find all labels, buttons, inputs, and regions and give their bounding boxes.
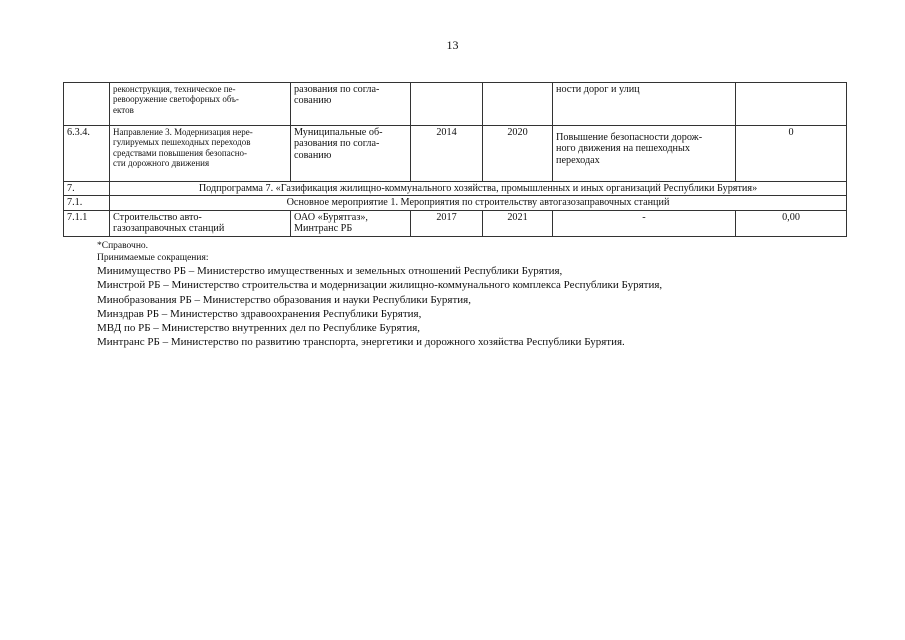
table-row (64, 182, 847, 196)
row-number-cell: 7.1. (64, 196, 110, 210)
abbreviation-item: Минтранс РБ – Министерство по развитию транспорта, энергетики и дорожного хозяйства Республики Бурятия. (97, 336, 625, 349)
end-year-cell (483, 83, 553, 126)
value-cell: 0,00 (736, 210, 847, 236)
result-cell: Повышение безопасности дорож- ного движения на пешеходных переходах (553, 126, 736, 182)
activity-name-cell: реконструкция, техническое пе- ревооружение светофорных объ- ектов (110, 83, 291, 126)
abbreviation-item: МВД по РБ – Министерство внутренних дел по Республике Бурятия, (97, 322, 421, 335)
abbreviations-title: Принимаемые сокращения: (97, 253, 209, 263)
abbreviation-item: Минимущество РБ – Министерство имущественных и земельных отношений Республики Бурятия, (97, 265, 563, 277)
abbreviation-item: Минобразования РБ – Министерство образования и науки Республики Бурятия, (97, 293, 471, 306)
activity-name-cell: Направление 3. Модернизация нере- гулируемых пешеходных переходов средствами повышения безопасно- сти дорожного движения (110, 126, 291, 182)
table-row (64, 126, 847, 182)
table-row (64, 83, 847, 126)
activity-name-cell: Строительство авто- газозаправочных станций (110, 210, 291, 236)
footnote: *Справочно. (97, 241, 149, 251)
result-cell: ности дорог и улиц (553, 83, 736, 126)
footnote-divider (97, 236, 205, 237)
end-year-cell: 2021 (483, 210, 553, 236)
value-cell: 0 (736, 126, 847, 182)
executor-cell: Муниципальные об- разования по согла- сованию (291, 126, 411, 182)
row-number-cell: 7.1.1 (64, 210, 110, 236)
page-number: 13 (446, 38, 459, 52)
executor-cell: ОАО «Бурятгаз», Минтранс РБ (291, 210, 411, 236)
end-year-cell: 2020 (483, 126, 553, 182)
row-number-cell: 7. (64, 182, 110, 196)
program-table (63, 82, 847, 237)
start-year-cell: 2017 (411, 210, 483, 236)
start-year-cell: 2014 (411, 126, 483, 182)
subprogram-title-cell: Подпрограмма 7. «Газификация жилищно-коммунального хозяйства, промышленных и иных организаций Республики Бурятия» (110, 182, 847, 196)
notes-section (97, 236, 857, 350)
result-cell: - (553, 210, 736, 236)
abbreviation-item: Минздрав РБ – Министерство здравоохранения Республики Бурятия, (97, 307, 422, 320)
row-number-cell: 6.3.4. (64, 126, 110, 182)
abbreviation-item: Минстрой РБ – Министерство строительства и модернизации жилищно-коммунального комплекса Республики Бурятия, (97, 279, 663, 292)
value-cell (736, 83, 847, 126)
executor-cell: разования по согла- сованию (291, 83, 411, 126)
start-year-cell (411, 83, 483, 126)
table-row (64, 196, 847, 210)
table-row (64, 210, 847, 236)
main-activity-title-cell: Основное мероприятие 1. Мероприятия по строительству автогазозаправочных станций (110, 196, 847, 210)
row-number-cell (64, 83, 110, 126)
